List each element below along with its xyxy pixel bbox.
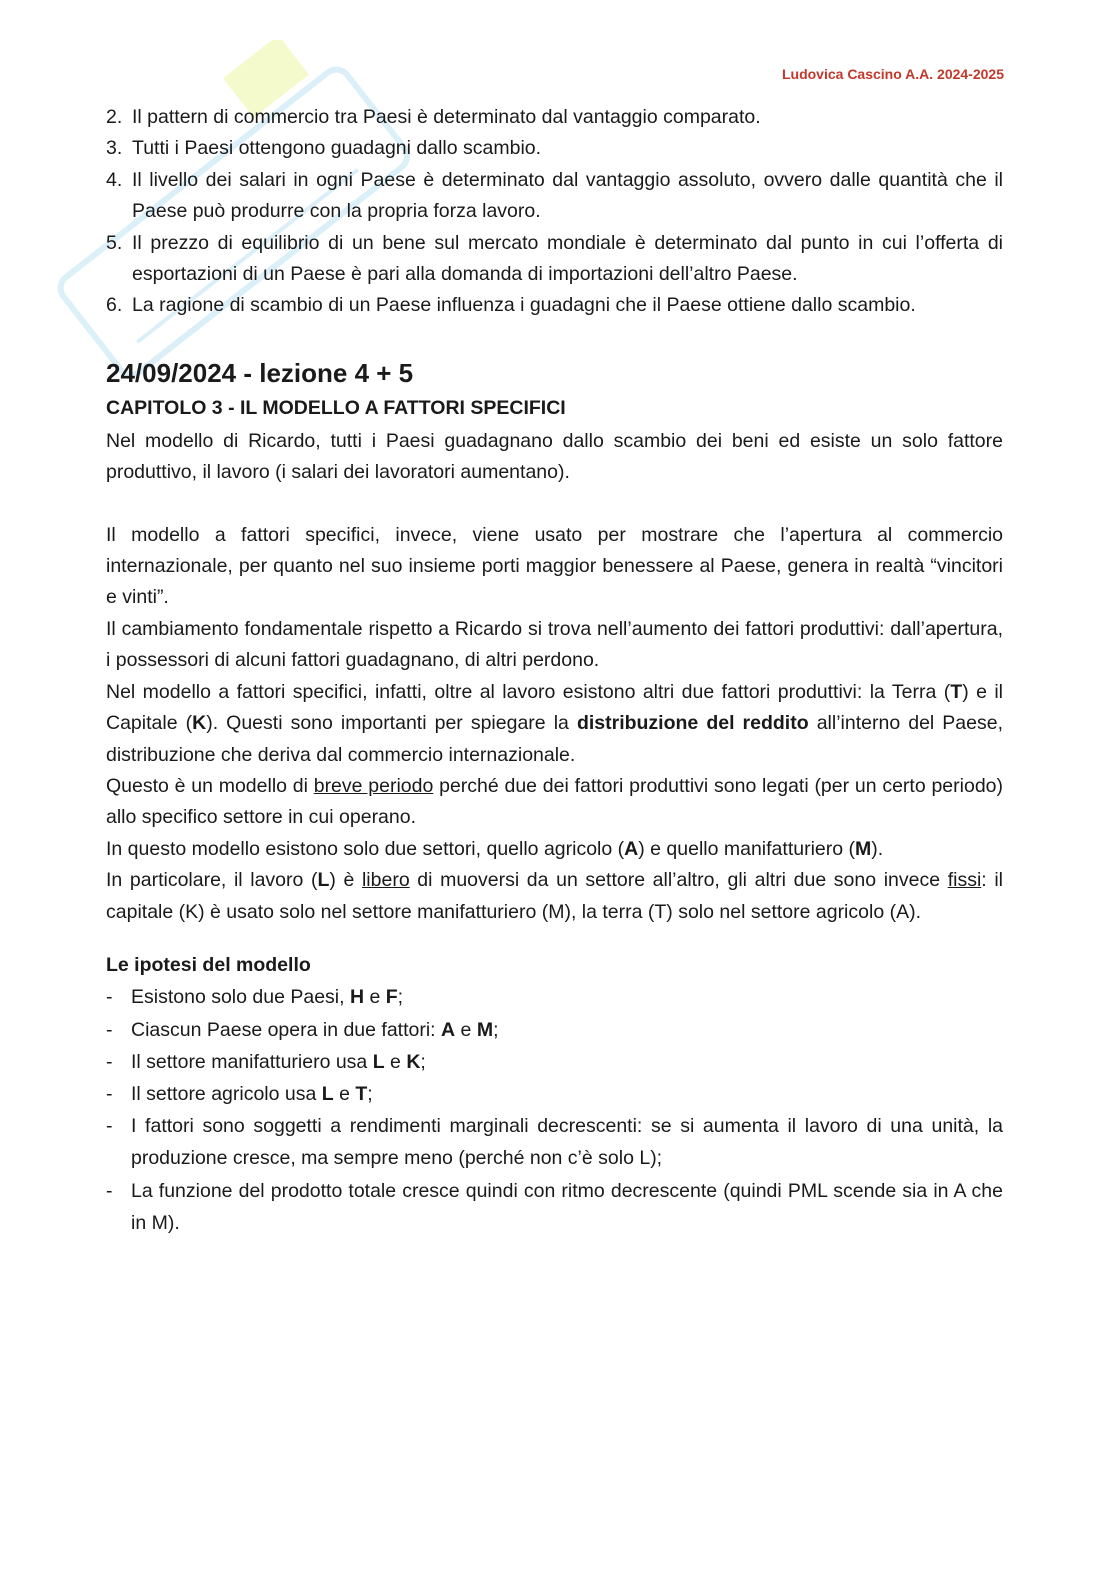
- item-text: Il livello dei salari in ogni Paese è determinato dal vantaggio assoluto, ovvero dalle quantità che il Paese può produrre con la propria forza lavoro.: [132, 168, 1003, 223]
- hypotheses-list: [106, 981, 1003, 1239]
- list-item: [106, 133, 1003, 164]
- item-number: 2.: [106, 106, 123, 128]
- paragraph-specific-factors: Il modello a fattori specifici, invece, viene usato per mostrare che l’apertura al commercio internazionale, per quanto nel suo insieme porti maggior benessere al Paese, genera in realtà “vincitori e vinti”.: [106, 523, 1003, 609]
- paragraph-ricardo: Nel modello di Ricardo, tutti i Paesi guadagnano dallo scambio dei beni ed esiste un solo fattore produttivo, il lavoro (i salari dei lavoratori aumentano).: [106, 429, 1003, 484]
- list-item: - La funzione del prodotto totale cresce quindi con ritmo decrescente (quindi PML scende sia in A che in M).: [106, 1179, 1003, 1234]
- item-text: Tutti i Paesi ottengono guadagni dallo scambio.: [132, 137, 542, 160]
- numbered-list: [106, 102, 1003, 322]
- hypotheses-title: Le ipotesi del modello: [106, 953, 311, 976]
- list-item: [106, 102, 1003, 133]
- paragraph-change: Il cambiamento fondamentale rispetto a Ricardo si trova nell’aumento dei fattori produttivi: dall’apertura, i possessori di alcuni fattori guadagnano, di altri perdono.: [106, 617, 1003, 672]
- item-text: Il prezzo di equilibrio di un bene sul mercato mondiale è determinato dal punto in cui l’offerta di esportazioni di un Paese è pari alla domanda di importazioni dell’altro Paese.: [132, 231, 1003, 286]
- item-number: 5.: [106, 231, 123, 254]
- item-number: 6.: [106, 294, 123, 317]
- list-item: [106, 228, 1003, 291]
- paragraph-short-period: Questo è un modello di breve periodo perché due dei fattori produttivi sono legati (per un certo periodo) allo specifico settore in cui operano.: [106, 774, 1004, 829]
- list-item: [106, 290, 1003, 321]
- list-item: - Il settore agricolo usa L e T;: [106, 1082, 373, 1105]
- lesson-title: 24/09/2024 - lezione 4 + 5: [106, 357, 414, 388]
- list-item: [106, 165, 1003, 228]
- list-item: - Il settore manifatturiero usa L e K;: [106, 1050, 426, 1073]
- paragraph-sectors: In questo modello esistono solo due settori, quello agricolo (A) e quello manifatturiero (M).: [106, 837, 884, 860]
- item-text: Il pattern di commercio tra Paesi è determinato dal vantaggio comparato.: [132, 106, 761, 128]
- paragraph-factors: Nel modello a fattori specifici, infatti, oltre al lavoro esistono altri due fattori produttivi: la Terra (T) e il Capitale (K). Questi sono importanti per spiegare la distribuzione del reddito all’interno del Paese, distribuzione che deriva dal commercio internazionale.: [106, 680, 1004, 766]
- document-header: Ludovica Cascino A.A. 2024-2025: [781, 66, 1004, 82]
- page-content: [106, 102, 1003, 1239]
- chapter-title: CAPITOLO 3 - IL MODELLO A FATTORI SPECIFICI: [106, 396, 566, 419]
- spacer: [106, 489, 1003, 520]
- list-item: - Ciascun Paese opera in due fattori: A e M;: [106, 1018, 499, 1041]
- list-item: - I fattori sono soggetti a rendimenti marginali decrescenti: se si aumenta il lavoro di una unità, la produzione cresce, ma sempre meno (perché non c’è solo L);: [106, 1115, 1003, 1170]
- item-number: 3.: [106, 137, 123, 160]
- paragraph-labor: In particolare, il lavoro (L) è libero di muoversi da un settore all’altro, gli altri due sono invece fissi: il capitale (K) è usato solo nel settore manifatturiero (M), la terra (T) solo nel settore agricolo (A).: [106, 869, 1003, 923]
- item-number: 4.: [106, 168, 123, 191]
- item-text: La ragione di scambio di un Paese influenza i guadagni che il Paese ottiene dallo scambio.: [132, 294, 916, 317]
- list-item: - Esistono solo due Paesi, H e F;: [106, 986, 404, 1009]
